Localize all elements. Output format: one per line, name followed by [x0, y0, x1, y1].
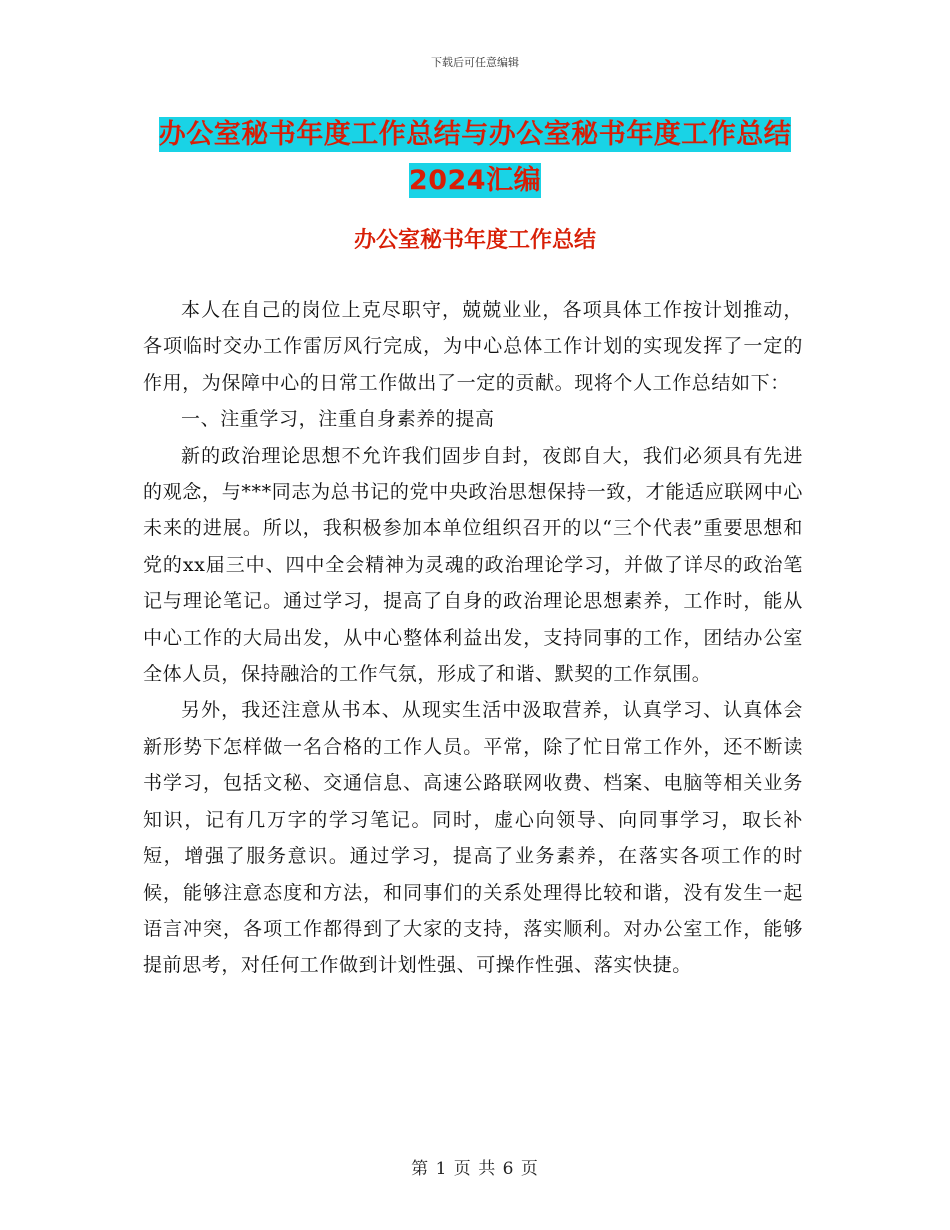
document-body	[143, 292, 803, 984]
paragraph-study: 新的政治理论思想不允许我们固步自封，夜郎自大，我们必须具有先进的观念，与***同志为总书记的党中央政治思想保持一致，才能适应联网中心未来的进展。所以，我积极参加本单位组织召开的以“三个代表”重要思想和党的xx届三中、四中全会精神为灵魂的政治理论学习，并做了详尽的政治笔记与理论笔记。通过学习，提高了自身的政治理论思想素养，工作时，能从中心工作的大局出发，从中心整体利益出发，支持同事的工作，团结办公室全体人员，保持融洽的工作气氛，形成了和谐、默契的工作氛围。	[143, 444, 803, 686]
paragraph-heading-1: 一、注重学习，注重自身素养的提高	[181, 408, 495, 431]
paragraph-additional: 另外，我还注意从书本、从现实生活中汲取营养，认真学习、认真体会新形势下怎样做一名合格的工作人员。平常，除了忙日常工作外，还不断读书学习，包括文秘、交通信息、高速公路联网收费、档案、电脑等相关业务知识，记有几万字的学习笔记。同时，虚心向领导、向同事学习，取长补短，增强了服务意识。通过学习，提高了业务素养，在落实各项工作的时候，能够注意态度和方法，和同事们的关系处理得比较和谐，没有发生一起语言冲突，各项工作都得到了大家的支持，落实顺利。对办公室工作，能够提前思考，对任何工作做到计划性强、可操作性强、落实快捷。	[143, 699, 803, 977]
paragraph-intro: 本人在自己的岗位上克尽职守，兢兢业业，各项具体工作按计划推动，各项临时交办工作雷厉风行完成，为中心总体工作计划的实现发挥了一定的作用，为保障中心的日常工作做出了一定的贡献。现将个人工作总结如下：	[143, 299, 803, 394]
title-highlight-1: 办公室秘书年度工作总结与办公室秘书年度工作总结	[158, 119, 792, 150]
document-title-line-1	[0, 112, 950, 151]
page-footer: 第 1 页 共 6 页	[411, 1159, 539, 1179]
document-title-line-2	[0, 158, 950, 197]
section-title: 办公室秘书年度工作总结	[353, 228, 596, 253]
header-note: 下载后可任意编辑	[431, 56, 519, 69]
title-highlight-2: 2024汇编	[408, 165, 542, 196]
